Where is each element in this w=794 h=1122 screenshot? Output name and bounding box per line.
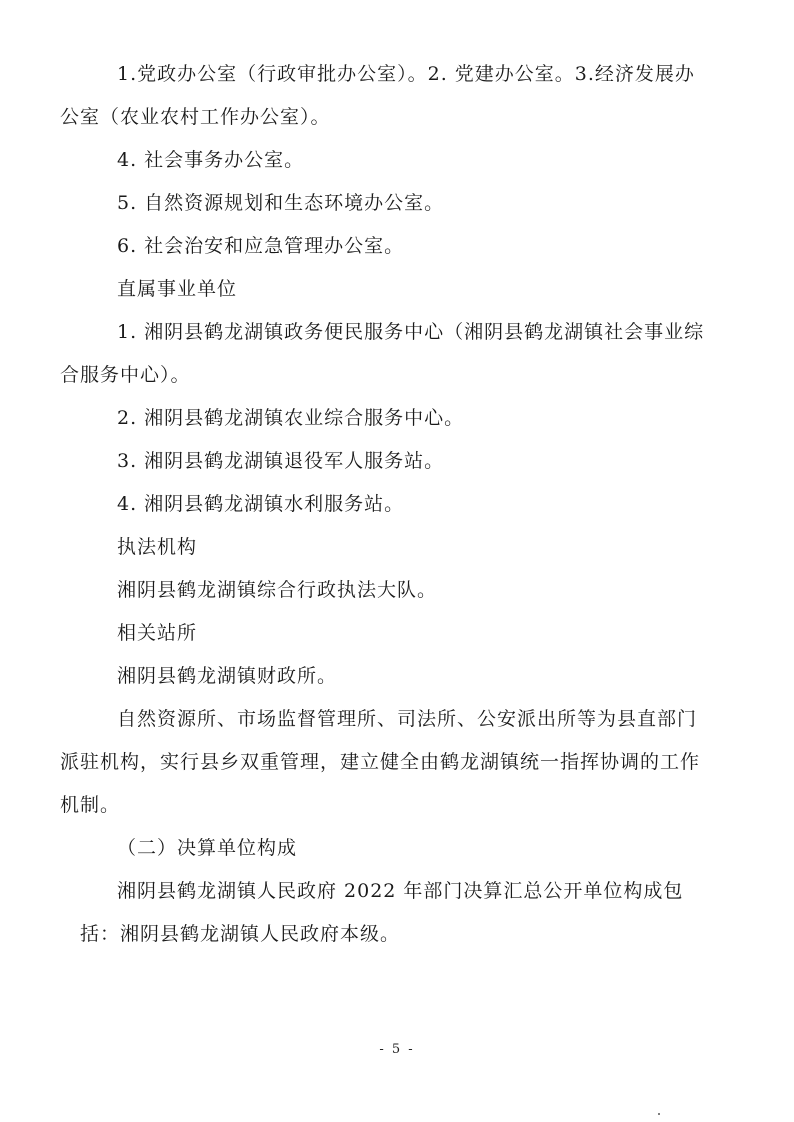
section-heading-stations: 相关站所 [117, 622, 198, 644]
paragraph-line-8: 合服务中心）。 [60, 364, 191, 386]
paragraph-line-9: 2. 湘阴县鹤龙湖镇农业综合服务中心。 [117, 407, 465, 429]
paragraph-line-5: 6. 社会治安和应急管理办公室。 [117, 235, 405, 257]
paragraph-line-13: 湘阴县鹤龙湖镇综合行政执法大队。 [117, 579, 438, 601]
paragraph-line-3: 4. 社会事务办公室。 [117, 149, 305, 171]
paragraph-line-2: 公室（农业农村工作办公室）。 [60, 106, 331, 128]
section-heading-direct-units: 直属事业单位 [117, 278, 238, 300]
paragraph-line-17: 派驻机构，实行县乡双重管理，建立健全由鹤龙湖镇统一指挥协调的工作 [60, 751, 701, 773]
paragraph-line-11: 4. 湘阴县鹤龙湖镇水利服务站。 [117, 493, 405, 515]
paragraph-line-20: 湘阴县鹤龙湖镇人民政府 2022 年部门决算汇总公开单位构成包 [117, 880, 684, 902]
paragraph-line-15: 湘阴县鹤龙湖镇财政所。 [117, 665, 338, 687]
paragraph-line-16: 自然资源所、市场监督管理所、司法所、公安派出所等为县直部门 [117, 708, 698, 730]
paragraph-line-18: 机制。 [60, 794, 121, 816]
page-number: - 5 - [379, 1042, 415, 1057]
paragraph-line-4: 5. 自然资源规划和生态环境办公室。 [117, 192, 445, 214]
paragraph-line-7: 1. 湘阴县鹤龙湖镇政务便民服务中心（湘阴县鹤龙湖镇社会事业综 [117, 321, 705, 343]
scan-speck [658, 1113, 660, 1115]
paragraph-line-21: 括：湘阴县鹤龙湖镇人民政府本级。 [80, 923, 401, 945]
section-heading-law-enforcement: 执法机构 [117, 536, 198, 558]
section-heading-budget-units: （二）决算单位构成 [117, 837, 298, 859]
paragraph-line-1: 1.党政办公室（行政审批办公室）。2. 党建办公室。3.经济发展办 [117, 63, 695, 85]
paragraph-line-10: 3. 湘阴县鹤龙湖镇退役军人服务站。 [117, 450, 445, 472]
